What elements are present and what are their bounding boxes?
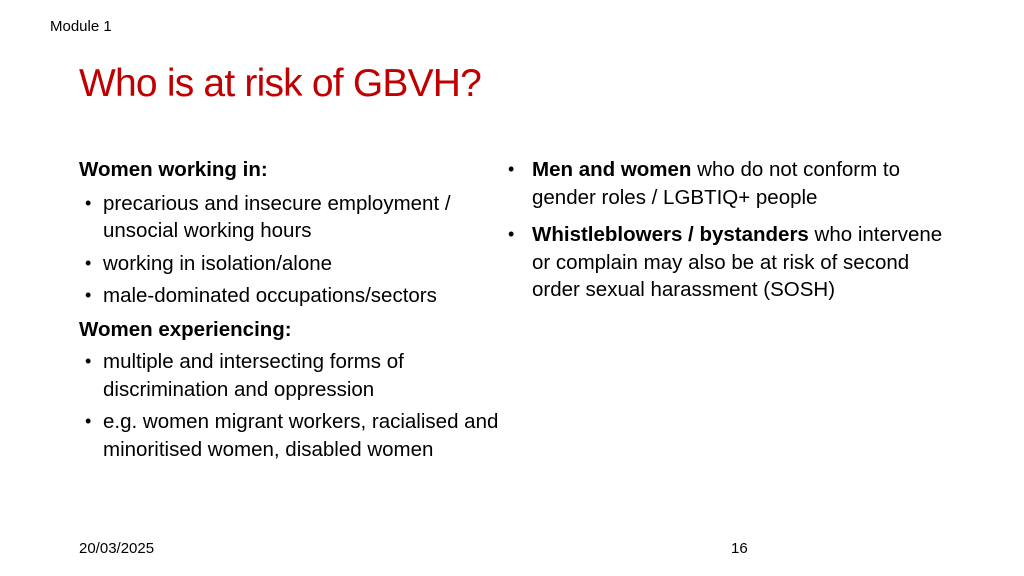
bullet-icon: • xyxy=(85,351,92,371)
list-item-text: who do not conform to gender roles / LGBTIQ+ people xyxy=(532,158,901,209)
list-item xyxy=(79,190,519,245)
list-item-bold-text: Men and women xyxy=(532,158,692,181)
footer-date: 20/03/2025 xyxy=(79,540,155,557)
list-item xyxy=(79,408,519,463)
bullet-icon: • xyxy=(85,252,92,273)
page-number: 16 xyxy=(731,540,748,557)
page-title: Who is at risk of GBVH? xyxy=(79,62,482,105)
left-column xyxy=(79,156,519,463)
list-item xyxy=(508,221,948,304)
list-item-bold-text: Whistleblowers / bystanders xyxy=(532,223,809,246)
group-heading-women-working-in: Women working in: xyxy=(79,158,268,181)
bullet-icon: • xyxy=(85,411,92,431)
list-item-text: male-dominated occupations/sectors xyxy=(103,284,437,307)
bullet-icon: • xyxy=(85,285,92,305)
list-item xyxy=(79,348,519,403)
right-column xyxy=(508,156,948,314)
list-item-text: who intervene or complain may also be at risk of second order sexual harassment (SOSH) xyxy=(532,223,943,301)
bullet-icon: • xyxy=(508,224,515,244)
list-item-text: e.g. women migrant workers, racialised and minoritised women, disabled women xyxy=(103,410,499,461)
list-item-text: working in isolation/alone xyxy=(103,251,333,275)
right-bullet-list xyxy=(508,156,948,304)
list-item-text: multiple and intersecting forms of discrimination and oppression xyxy=(103,350,404,401)
list-item-text: precarious and insecure employment / unsocial working hours xyxy=(103,191,451,242)
bullet-icon: • xyxy=(508,159,515,179)
group-heading-women-experiencing: Women experiencing: xyxy=(79,317,292,341)
list-item xyxy=(508,156,948,211)
list-item xyxy=(79,282,519,310)
list-item xyxy=(79,250,519,278)
women-experiencing-list xyxy=(79,348,519,463)
bullet-icon: • xyxy=(85,192,92,213)
women-working-in-list xyxy=(79,190,519,310)
module-label: Module 1 xyxy=(50,18,112,35)
